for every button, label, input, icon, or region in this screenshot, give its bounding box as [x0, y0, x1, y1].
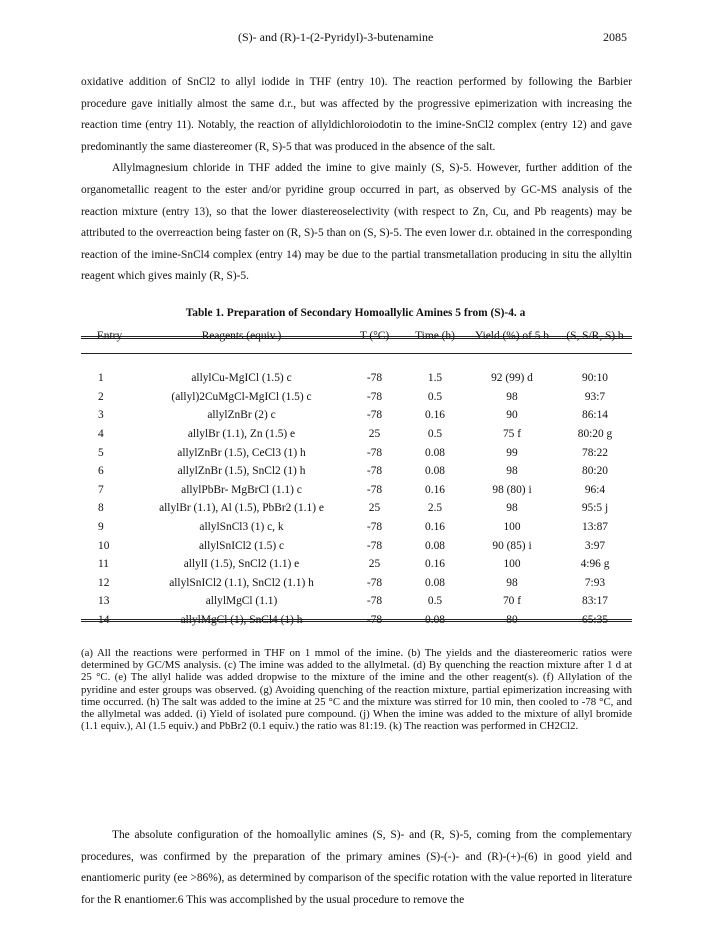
running-header [0, 30, 711, 48]
table-cell: 0.08 [425, 446, 445, 459]
table-cell: 0.08 [425, 465, 445, 478]
table-cell: 5 [98, 446, 104, 459]
table-cell: 98 [506, 576, 518, 589]
table-row [81, 574, 632, 593]
column-header: Yield (%) of 5 b [474, 330, 550, 342]
closing-section [81, 825, 632, 911]
table-footnotes: (a) All the reactions were performed in THF on 1 mmol of the imine. (b) The yields and the diastereomeric ratios were determined by GC/MS analysis. (c) The imine was added to the allylmetal. (d) By quenching the reaction mixture after 1 d at 25 °C. (e) The allyl halide was added dropwise to the mixture of the imine and the other reagent(s). (f) Allylation of the pyridine and ester groups was observed. (g) Avoiding quenching of the reaction mixture, partial epimerization increasing with time occurred. (h) The salt was added to the imine at 25 °C and the mixture was stirred for 10 min, then cooled to -78 °C, and the allylmetal was added. (i) Yield of isolated pure compound. (j) When the imine was added to the mixture of allyl bromide (1.1 equiv.), Al (1.5 equiv.) and PbBr2 (0.1 equiv.) the ratio was 81:19. (k) The reaction was performed in CH2Cl2. [81, 647, 632, 733]
table-cell: allylBr (1.1), Al (1.5), PbBr2 (1.1) e [159, 502, 324, 515]
table-cell: allylMgCl (1.1) [205, 595, 278, 608]
table-cell: allylSnICl2 (1.5) c [198, 539, 285, 552]
table-cell: -78 [366, 372, 383, 385]
table-cell: 8 [98, 502, 104, 515]
table-cell: -78 [366, 483, 383, 496]
table-cell: 65:35 [582, 614, 608, 627]
table-cell: 0.16 [425, 558, 445, 571]
table-row [81, 499, 632, 518]
results-table [81, 319, 632, 629]
table-cell: allylI (1.5), SnCl2 (1.1) e [183, 558, 300, 571]
table-cell: 13 [98, 595, 110, 608]
column-header: Entry [96, 330, 123, 342]
table-header-rule [81, 353, 632, 354]
table-body [81, 353, 632, 629]
table-cell: (allyl)2CuMgCl-MgICl (1.5) c [171, 390, 312, 403]
table-cell: 4:96 g [580, 558, 610, 571]
table-cell: 98 (80) i [492, 483, 532, 496]
table-cell: 0.5 [427, 595, 443, 608]
table-cell: 3:97 [584, 539, 606, 552]
table-cell: allylZnBr (1.5), CeCl3 (1) h [177, 446, 306, 459]
table-cell: 7:93 [584, 576, 606, 589]
table-cell: allylBr (1.1), Zn (1.5) e [187, 428, 296, 441]
table-cell: 6 [98, 465, 104, 478]
closing-paragraph: The absolute configuration of the homoallylic amines (S, S)- and (R, S)-5, coming from the complementary procedures, was confirmed by the preparation of the primary amines (S)-(-)- and (R)-(+)-(6) in good yield and enantiomeric purity (ee >86%), as determined by comparison of the specific rotation with the value reported in literature for the R enantiomer.6 This was accomplished by the usual procedure to remove the [81, 829, 632, 906]
table-row [81, 406, 632, 425]
table-cell: allylSnCl3 (1) c, k [199, 521, 284, 534]
table-cell: 25 [368, 428, 381, 441]
table-cell: 75 f [502, 428, 522, 441]
table-cell: 96:4 [584, 483, 606, 496]
table-cell: 1.5 [427, 372, 443, 385]
table-row [81, 388, 632, 407]
running-title: (S)- and (R)-1-(2-Pyridyl)-3-butenamine [238, 30, 434, 44]
table-cell: -78 [366, 390, 383, 403]
table-cell: 83:17 [582, 595, 608, 608]
table-row [81, 536, 632, 555]
table-cell: 11 [98, 558, 109, 571]
table-cell: allylPbBr- MgBrCl (1.1) c [181, 483, 302, 496]
table-cell: 92 (99) d [491, 372, 533, 385]
table-cell: -78 [366, 521, 383, 534]
table-cell: 4 [98, 428, 104, 441]
table-cell: 0.16 [425, 409, 445, 422]
table-cell: 0.08 [425, 539, 445, 552]
table-cell: -78 [366, 465, 383, 478]
table-row [81, 592, 632, 611]
table-cell: 78:22 [582, 446, 608, 459]
column-header: (S, S/R, S) b [566, 330, 624, 342]
table-cell: -78 [366, 576, 383, 589]
table-cell: 1 [98, 372, 104, 385]
table-cell: 100 [503, 521, 521, 534]
intro-section [81, 72, 632, 288]
table-cell: 0.16 [425, 483, 445, 496]
table-cell: 14 [98, 614, 110, 627]
table-cell: 95:5 j [581, 502, 609, 515]
table-cell: 2 [98, 390, 104, 403]
table-row [81, 462, 632, 481]
table-cell: 90:10 [582, 372, 608, 385]
column-header: Reagents (equiv.) [201, 330, 282, 342]
table-cell: allylMgCl (1), SnCl4 (1) h [180, 614, 303, 627]
table-cell: -78 [366, 409, 383, 422]
table-row [81, 555, 632, 574]
column-header: T (°C) [359, 330, 390, 342]
table-cell: -78 [366, 539, 383, 552]
table-cell: 25 [368, 558, 381, 571]
table-cell: allylZnBr (1.5), SnCl2 (1) h [177, 465, 306, 478]
table-bottom-rule [81, 619, 632, 622]
table-cell: 12 [98, 576, 110, 589]
table-cell: 98 [506, 465, 518, 478]
page-number: 2085 [603, 30, 627, 44]
table-cell: 0.08 [425, 576, 445, 589]
column-header: Time (h) [415, 330, 455, 342]
table-cell: 10 [98, 539, 110, 552]
table-cell: 25 [368, 502, 381, 515]
table-cell: 98 [506, 502, 518, 515]
table-cell: 2.5 [427, 502, 443, 515]
table-cell: allylZnBr (2) c [207, 409, 276, 422]
table-top-rule [81, 336, 632, 339]
table-cell: allylCu-MgICl (1.5) c [191, 372, 292, 385]
table-row [81, 443, 632, 462]
table-cell: 93:7 [584, 390, 606, 403]
table-cell: allylSnICl2 (1.1), SnCl2 (1.1) h [169, 576, 314, 589]
table-cell: 7 [98, 483, 104, 496]
table-cell: -78 [366, 595, 383, 608]
table-cell: 98 [506, 390, 518, 403]
table-caption: Table 1. Preparation of Secondary Homoallylic Amines 5 from (S)-4. a [185, 307, 526, 319]
table-cell: 0.5 [427, 428, 443, 441]
table-cell: 90 [506, 409, 518, 422]
table-cell: 0.16 [425, 521, 445, 534]
table-cell: 3 [98, 409, 104, 422]
table-cell: 80 [506, 614, 518, 627]
intro-paragraph-2: Allylmagnesium chloride in THF added the imine to give mainly (S, S)-5. However, further addition of the organometallic reagent to the ester and/or pyridine group occurred in part, as observed by GC-MS analysis of the reaction mixture (entry 13), so that the lower diastereoselectivity (with respect to Zn, Cu, and Pb reagents) may be attributed to the overreaction being faster on (R, S)-5 than on (S, S)-5. The even lower d.r. obtained in the corresponding reaction of the imine-SnCl4 complex (entry 14) may be due to the partial transmetallation producing in situ the allyltin reagent which gives mainly (R, S)-5. [81, 162, 632, 283]
table-cell: 99 [506, 446, 518, 459]
table-row [81, 518, 632, 537]
table-row [81, 425, 632, 444]
table-cell: 0.5 [427, 390, 443, 403]
table-cell: 100 [503, 558, 521, 571]
table-cell: 86:14 [582, 409, 608, 422]
table-cell: 80:20 g [577, 428, 613, 441]
table-cell: 13:87 [582, 521, 608, 534]
table-cell: -78 [366, 614, 383, 627]
table-cell: 9 [98, 521, 104, 534]
table-cell: 80:20 [582, 465, 608, 478]
table-cell: 0.08 [425, 614, 445, 627]
table-row [81, 353, 632, 388]
table-row [81, 481, 632, 500]
table-cell: 70 f [502, 595, 522, 608]
table-cell: 90 (85) i [492, 539, 532, 552]
intro-paragraph-1: oxidative addition of SnCl2 to allyl iodide in THF (entry 10). The reaction performed by following the Barbier procedure gave initially almost the same d.r., but was affected by the progressive epimerization with increasing the reaction time (entry 11). Notably, the reaction of allyldichloroiodotin to the imine-SnCl2 complex (entry 12) and gave predominantly the same diastereomer (R, S)-5 that was produced in the absence of the salt. [81, 76, 632, 153]
table-cell: -78 [366, 446, 383, 459]
